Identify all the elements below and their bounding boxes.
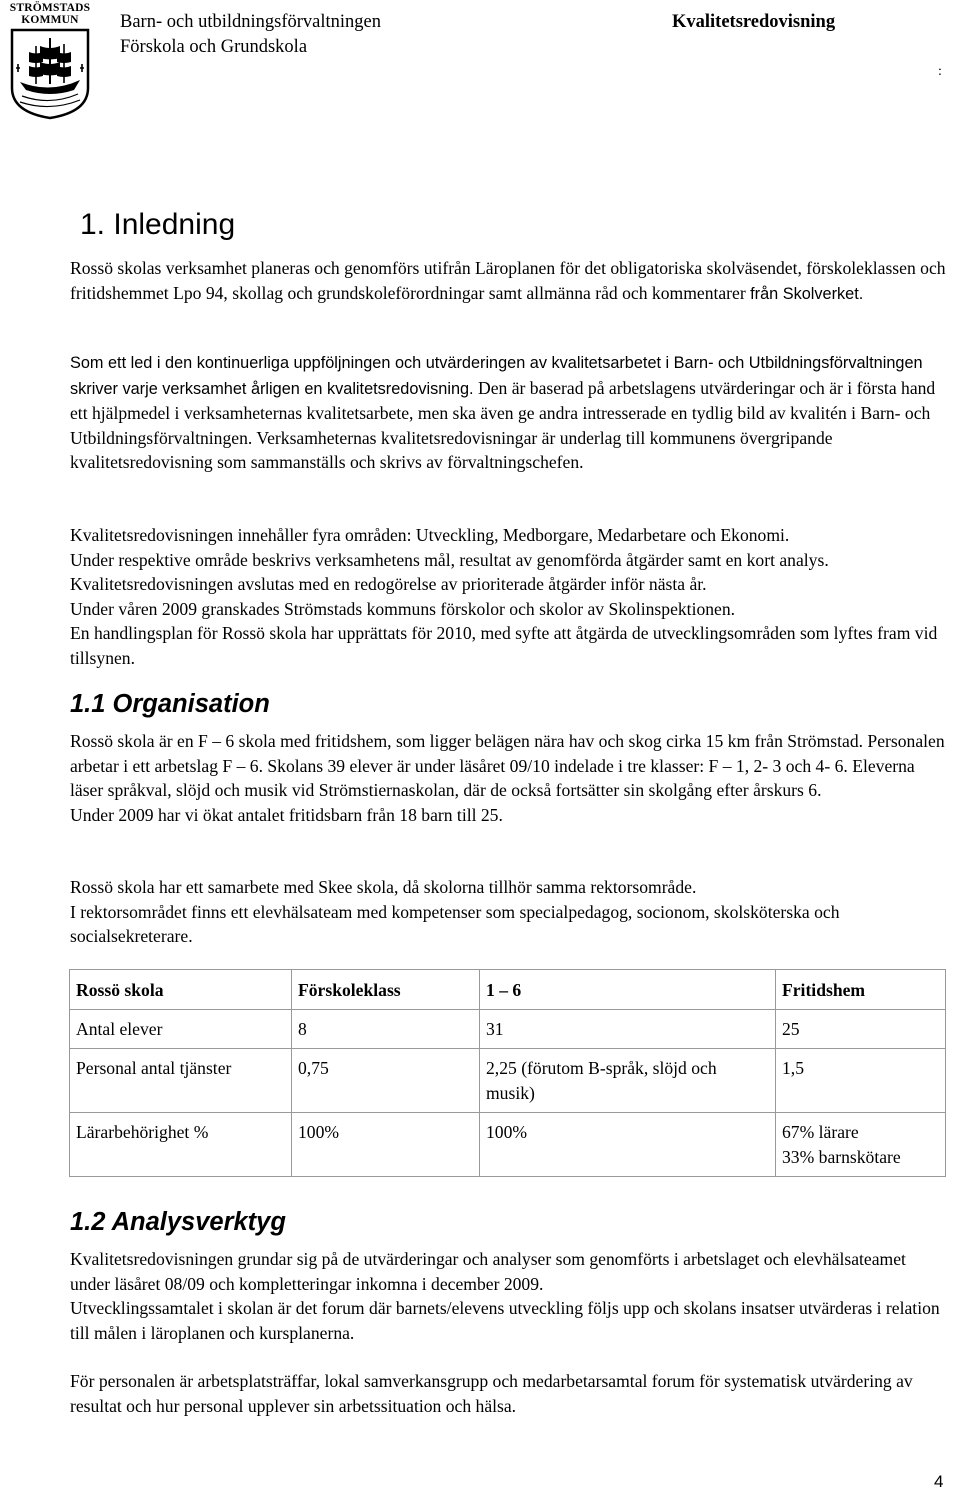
section-1-2-paragraph-2: För personalen är arbetsplatsträffar, lokal samverkansgrupp och medarbetarsamtal forum för systematisk utvärdering av resultat och hur personal upplever sin arbetssituation och hälsa.: [70, 1371, 913, 1416]
table-header-cell: Förskoleklass: [292, 970, 480, 1010]
header-organization: Barn- och utbildningsförvaltningen: [120, 12, 382, 32]
table-header-row: [70, 970, 946, 1010]
section-1-paragraph-1-sans-text: från Skolverket.: [750, 284, 864, 303]
table-row: [70, 1009, 946, 1049]
section-1-2-heading: 1.2 Analysverktyg: [70, 1208, 286, 1236]
section-1-1-paragraph-1: [70, 729, 950, 827]
table-cell: 2,25 (förutom B-språk, slöjd och musik): [480, 1049, 776, 1113]
page-number: 4: [934, 1472, 944, 1491]
section-1-1-heading: 1.1 Organisation: [70, 690, 270, 718]
table-row: [70, 1113, 946, 1177]
header-colon: :: [938, 64, 942, 79]
table-cell: 25: [776, 1009, 946, 1049]
section-1-1-paragraph-1-line-1: Rossö skola är en F – 6 skola med fritidshem, som ligger belägen nära hav och skog cirka 15 km från Strömstad. Personalen arbetar i ett arbetslag F – 6. Skolans 39 elever är under läsåret 09/10 indelade i tre klasser: F – 1, 2- 3 och 4- 6. Eleverna läser språkval, slöjd och musik vid Strömstiernaskolan, där de också fortsätter sin skolgång efter årskurs 6.: [70, 731, 945, 800]
table-cell-line-1: 67% lärare: [782, 1122, 859, 1142]
section-1-paragraph-2-text: Den är baserad på arbetslagens utvärderingar och är i första hand ett hjälpmedel i verksamheternas kvalitetsarbete, men ska även ge andra intresserade en tydlig bild av kvalitén i Barn- och Utbildningsförvaltningen. Verksamheternas kvalitetsredovisningar är underlag till kommunens övergripande kvalitetsredovisning som sammanställs och skrivs av förvaltningschefen.: [70, 377, 936, 472]
section-1-heading: 1. Inledning: [80, 208, 236, 241]
table-header-cell: Fritidshem: [776, 970, 946, 1010]
section-1-paragraph-3-line-4: En handlingsplan för Rossö skola har upprättats för 2010, med syfte att åtgärda de utvecklingsområden som lyftes fram vid tillsynen.: [70, 623, 938, 668]
table-cell: Antal elever: [70, 1009, 292, 1049]
table-cell: 8: [292, 1009, 480, 1049]
logo-name-line1: STRÖMSTADS: [9, 2, 91, 14]
section-1-paragraph-3-line-1: Kvalitetsredovisningen innehåller fyra områden: Utveckling, Medborgare, Medarbetare och Ekonomi.: [70, 525, 790, 545]
section-1-paragraph-1-text: Rossö skolas verksamhet planeras och genomförs utifrån Läroplanen för det obligatoriska skolväsendet, förskoleklassen och fritidshemmet Lpo 94, skollag och grundskoleförordningar samt allmänna råd och kommentarer: [70, 258, 946, 303]
table-cell: Personal antal tjänster: [70, 1049, 292, 1113]
logo-name-line2: KOMMUN: [21, 14, 79, 26]
table-cell: 1,5: [776, 1049, 946, 1113]
organisation-table: [69, 969, 946, 1177]
table-cell: 31: [480, 1009, 776, 1049]
table-cell: Lärarbehörighet %: [70, 1113, 292, 1177]
table-cell: [776, 1113, 946, 1177]
section-1-2-paragraph-1-line-1: Kvalitetsredovisningen grundar sig på de utvärderingar och analyser som genomförts i arbetslaget och elevhälsateamet under läsåret 08/09 och kompletteringar inkomna i december 2009.: [70, 1249, 906, 1294]
table-header-cell: 1 – 6: [480, 970, 776, 1010]
section-1-1-paragraph-1-line-2: Under 2009 har vi ökat antalet fritidsbarn från 18 barn till 25.: [70, 804, 503, 825]
section-1-paragraph-3-line-2: Under respektive område beskrivs verksamhetens mål, resultat av genomförda åtgärder samt en kort analys. Kvalitetsredovisningen avslutas med en redogörelse av prioriterade åtgärder inför nästa år.: [70, 549, 829, 594]
section-1-paragraph-1: [70, 256, 950, 306]
section-1-paragraph-3: [70, 523, 950, 670]
table-cell: 0,75: [292, 1049, 480, 1113]
municipality-logo: [6, 0, 94, 124]
section-1-2-paragraph-1: [70, 1247, 950, 1345]
section-1-paragraph-3-line-3: Under våren 2009 granskades Strömstads kommuns förskolor och skolor av Skolinspektionen.: [70, 598, 736, 619]
table-cell: 100%: [480, 1113, 776, 1177]
section-1-1-paragraph-2: [70, 875, 950, 949]
table-header-cell: Rossö skola: [70, 970, 292, 1010]
section-1-1-paragraph-2-line-1: Rossö skola har ett samarbete med Skee skola, då skolorna tillhör samma rektorsområde.: [70, 877, 697, 897]
section-1-1-paragraph-2-line-2: I rektorsområdet finns ett elevhälsateam med kompetenser som specialpedagog, socionom, skolsköterska och socialsekreterare.: [70, 901, 840, 946]
section-1-paragraph-2-sans-text: Som ett led i den kontinuerliga uppföljningen och utvärderingen av kvalitetsarbetet i Barn- och Utbildningsförvaltningen skriver varje verksamhet årligen en kvalitetsredovisning.: [70, 354, 923, 398]
table-cell: 100%: [292, 1113, 480, 1177]
section-1-paragraph-2: [70, 350, 950, 475]
section-1-2-paragraph-1-line-2: Utvecklingssamtalet i skolan är det forum där barnets/elevens utveckling följs upp och skolans insatser utvärderas i relation till målen i läroplanen och kursplanerna.: [70, 1298, 940, 1343]
ship-crest-icon: [10, 28, 90, 120]
header-unit: Förskola och Grundskola: [120, 37, 308, 57]
table-cell-line-2: 33% barnskötare: [782, 1146, 901, 1167]
header-document-title: Kvalitetsredovisning: [672, 12, 836, 32]
table-row: [70, 1049, 946, 1113]
